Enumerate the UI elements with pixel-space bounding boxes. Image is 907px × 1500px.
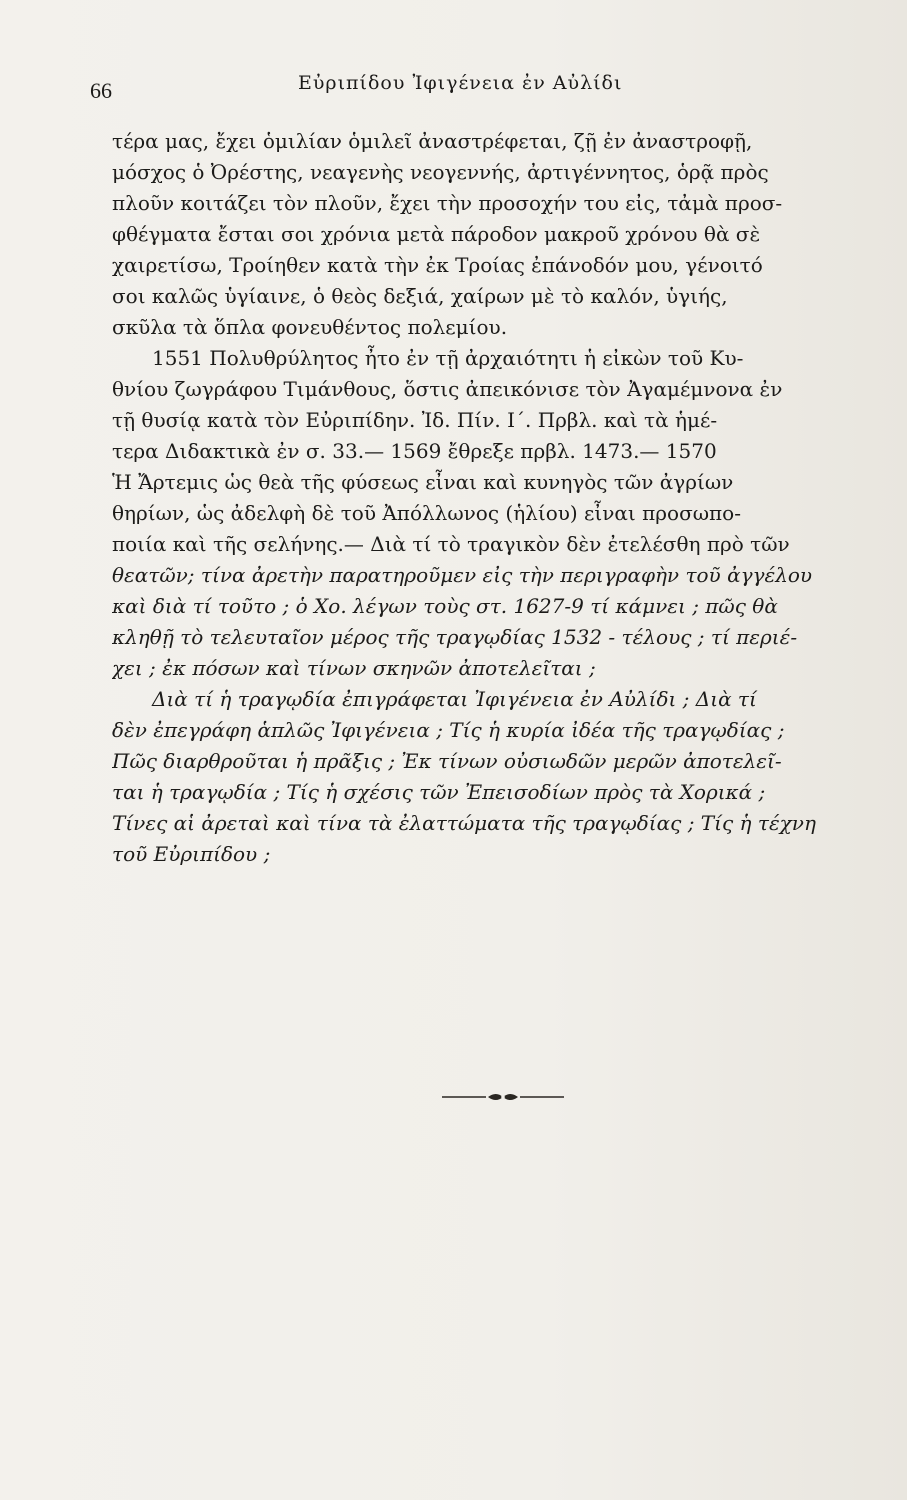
text-line: δὲν ἐπεγράφη ἁπλῶς Ἰφιγένεια ; Τίς ἡ κυρία ἰδέα τῆς τραγῳδίας ; — [112, 718, 785, 742]
text-line: φθέγματα ἔσται σοι χρόνια μετὰ πάροδον μακροῦ χρόνου θὰ σὲ — [112, 222, 761, 246]
text-line: σκῦλα τὰ ὅπλα φονευθέντος πολεμίου. — [112, 315, 508, 339]
text-line: κληθῇ τὸ τελευταῖον μέρος τῆς τραγῳδίας 1532 - τέλους ; τί περιέ- — [112, 625, 798, 649]
running-head: Εὐριπίδου Ἰφιγένεια ἐν Αὐλίδι — [298, 72, 623, 94]
text-line: σοι καλῶς ὑγίαινε, ὁ θεὸς δεξιά, χαίρων μὲ τὸ καλόν, ὑγιής, — [112, 284, 728, 308]
page-number: 66 — [90, 78, 112, 103]
text-line: καὶ διὰ τί τοῦτο ; ὁ Χο. λέγων τοὺς στ. 1627-9 τί κάμνει ; πῶς θὰ — [112, 594, 778, 618]
text-line: ποιία καὶ τῆς σελήνης.— Διὰ τί τὸ τραγικὸν δὲν ἐτελέσθη πρὸ τῶν — [112, 532, 790, 556]
text-line: 1551 Πολυθρύλητος ἦτο ἐν τῇ ἀρχαιότητι ἡ εἰκὼν τοῦ Κυ- — [152, 346, 744, 370]
text-line: χαιρετίσω, Τροίηθεν κατὰ τὴν ἐκ Τροίας ἐπάνοδόν μου, γένοιτό — [112, 253, 763, 277]
page-header — [90, 72, 880, 112]
text-line: τῇ θυσίᾳ κατὰ τὸν Εὐριπίδην. Ἰδ. Πίν. Ι΄. Πρβλ. καὶ τὰ ἡμέ- — [112, 408, 718, 432]
ornament-rule — [438, 1090, 568, 1104]
text-line: θηρίων, ὡς ἀδελφὴ δὲ τοῦ Ἀπόλλωνος (ἡλίου) εἶναι προσωπο- — [112, 501, 741, 525]
commentary-text — [112, 126, 892, 870]
text-line: μόσχος ὁ Ὀρέστης, νεαγενὴς νεογεννής, ἀρτιγέννητος, ὁρᾷ πρὸς — [112, 160, 769, 184]
text-line: τοῦ Εὐριπίδου ; — [112, 842, 271, 866]
text-line: χει ; ἐκ πόσων καὶ τίνων σκηνῶν ἀποτελεῖται ; — [112, 656, 596, 680]
text-line: Διὰ τί ἡ τραγῳδία ἐπιγράφεται Ἰφιγένεια ἐν Αὐλίδι ; Διὰ τί — [152, 687, 757, 711]
text-line: πλοῦν κοιτάζει τὸν πλοῦν, ἔχει τὴν προσοχήν του εἰς, τἀμὰ προσ- — [112, 191, 783, 215]
text-line: θεατῶν; τίνα ἀρετὴν παρατηροῦμεν εἰς τὴν περιγραφὴν τοῦ ἀγγέλου — [112, 563, 813, 587]
text-line: τέρα μας, ἔχει ὁμιλίαν ὁμιλεῖ ἀναστρέφεται, ζῇ ἐν ἀναστροφῇ, — [112, 129, 753, 153]
text-line: τερα Διδακτικὰ ἐν σ. 33.— 1569 ἔθρεξε πρβλ. 1473.— 1570 — [112, 439, 717, 463]
text-line: ται ἡ τραγῳδία ; Τίς ἡ σχέσις τῶν Ἐπεισοδίων πρὸς τὰ Χορικά ; — [112, 780, 766, 804]
text-line: θνίου ζωγράφου Τιμάνθους, ὅστις ἀπεικόνισε τὸν Ἀγαμέμνονα ἐν — [112, 377, 783, 401]
text-line: Τίνες αἱ ἀρεταὶ καὶ τίνα τὰ ἐλαττώματα τῆς τραγῳδίας ; Τίς ἡ τέχνη — [112, 811, 816, 835]
text-line: Ἡ Ἄρτεμις ὡς θεὰ τῆς φύσεως εἶναι καὶ κυνηγὸς τῶν ἀγρίων — [112, 470, 734, 494]
text-line: Πῶς διαρθροῦται ἡ πρᾶξις ; Ἐκ τίνων οὐσιωδῶν μερῶν ἀποτελεῖ- — [112, 749, 782, 773]
